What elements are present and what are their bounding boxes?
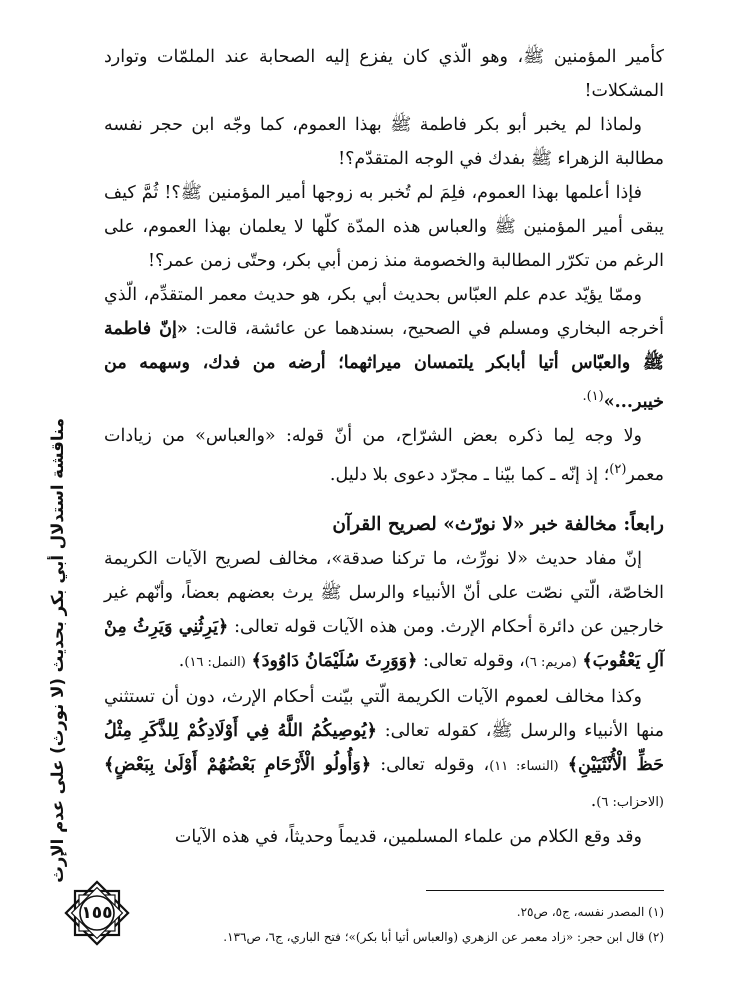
quran-verse-nisa: ﴿يُوصِيكُمُ اللَّهُ فِي أَوْلَادِكُمْ لِلذَّكَرِ مِثْلُ حَظِّ الْأُنْثَيَيْنِ﴾ [104,721,664,775]
page-number-badge [62,878,132,948]
footnote-2: (٢) قال ابن حجر: «زاد معمر عن الزهري (والعباس أتيا أبا بكر)»؛ فتح الباري، ج٦، ص١٣٦. [223,930,664,944]
section-paragraph-2 [104,680,664,820]
paragraph-5 [104,419,664,492]
section-p2-text-a: وكذا مخالف لعموم الآيات الكريمة الّتي بيّنت أحكام الإرث، دون أن تستثني منها الأنبياء والرسل ﷺ، كقوله تعالى: [104,687,664,741]
verse-ref-naml: (النمل: ١٦) [184,655,246,670]
paragraph-1: كأمير المؤمنين ﷺ، وهو الّذي كان يفزع إليه الصحابة عند الملمّات وتوارد المشكلات! [104,47,664,101]
footnote-ref-1[interactable]: (١). [582,389,604,404]
verse-ref-ahzab: (الاحزاب: ٦) [596,795,664,810]
hadith-quote: «إنّ فاطمة ﷺ والعبّاس أتيا أبابكر يلتمسان ميراثهما؛ أرضه من فدك، وسهمه من خيبر...» [104,319,664,412]
section-heading: رابعاً: مخالفة خبر «لا نورّث» لصريح القرآن [332,514,664,535]
paragraph-2: ولماذا لم يخبر أبو بكر فاطمة ﷺ بهذا العموم، كما وجّه ابن حجر نفسه مطالبة الزهراء ﷺ بفدك في الوجه المتقدّم؟! [104,115,664,169]
footnote-1: (١) المصدر نفسه، ج٥، ص٢٥. [516,905,664,919]
running-head-vertical [22,417,92,883]
section-p1-text-a: إنّ مفاد حديث «لا نورِّث، ما تركنا صدقة»، مخالف لصريح الآيات الكريمة الخاصّة، الّتي نصّت على أنّ الأنبياء والرسل ﷺ يرث بعضهم بعضاً، وأنّهم غير خارجين عن دائرة أحكام الإرث. ومن هذه الآيات قوله تعالى: [104,549,664,637]
quran-verse-maryam: ﴿يَرِثُنِي وَيَرِثُ مِنْ آلِ يَعْقُوبَ﴾ [104,617,664,671]
quran-verse-naml: ﴿وَوَرِثَ سُلَيْمَانُ دَاوُودَ﴾ [251,651,418,671]
verse-ref-maryam: (مريم: ٦) [524,655,577,670]
paragraph-4 [104,278,664,419]
running-head-text: مناقشة استدلال أبي بكر بحديث (لا نورث) على عدم الإرث [47,417,67,883]
footnote-divider [426,890,664,891]
section-p2-text-b: ، وقوله تعالى: [380,755,490,775]
body-text-top [104,40,664,492]
paragraph-4-lead: وممّا يؤيّد عدم علم العبّاس بحديث أبي بكر، هو حديث معمر المتقدِّم، الّذي أخرجه البخاري ومسلم في الصحيح، بسندهما عن عائشة، قالت: [104,285,664,339]
body-text-section [104,508,664,854]
section-p2-text-c: . [590,791,597,811]
section-p1-text-c: . [178,651,185,671]
paragraph-5-tail: ؛ إذ إنّه ـ كما بيّنا ـ مجرّد دعوى بلا دليل. [329,464,610,485]
paragraph-5-lead: ولا وجه لِما ذكره بعض الشرّاح، من أنّ قوله: «والعباس» من زيادات معمر [104,425,664,485]
section-p1-text-b: ، وقوله تعالى: [422,651,525,671]
section-paragraph-1 [104,542,664,680]
paragraph-3: فإذا أعلمها بهذا العموم، فلِمَ لم تُخبر به زوجها أمير المؤمنين ﷺ؟! ثُمَّ كيف يبقى أمير المؤمنين ﷺ والعباس هذه المدّة كلّها لا يعلمان بهذا العموم، على الرغم من تكرّر المطالبة والخصومة منذ زمن أبي بكر، وحتّى زمن عمر؟! [104,183,664,271]
section-paragraph-3: وقد وقع الكلام من علماء المسلمين، قديماً وحديثاً، في هذه الآيات [174,827,642,847]
quran-verse-ahzab: ﴿وَأُولُو الْأَرْحَامِ بَعْضُهُمْ أَوْلَىٰ بِبَعْضٍ﴾ [104,755,372,775]
footnotes [150,900,664,950]
verse-ref-nisa: (النساء: ١١) [489,759,559,774]
footnote-ref-2[interactable]: (٢) [609,461,627,477]
page-number: ١٥٥ [81,903,113,923]
